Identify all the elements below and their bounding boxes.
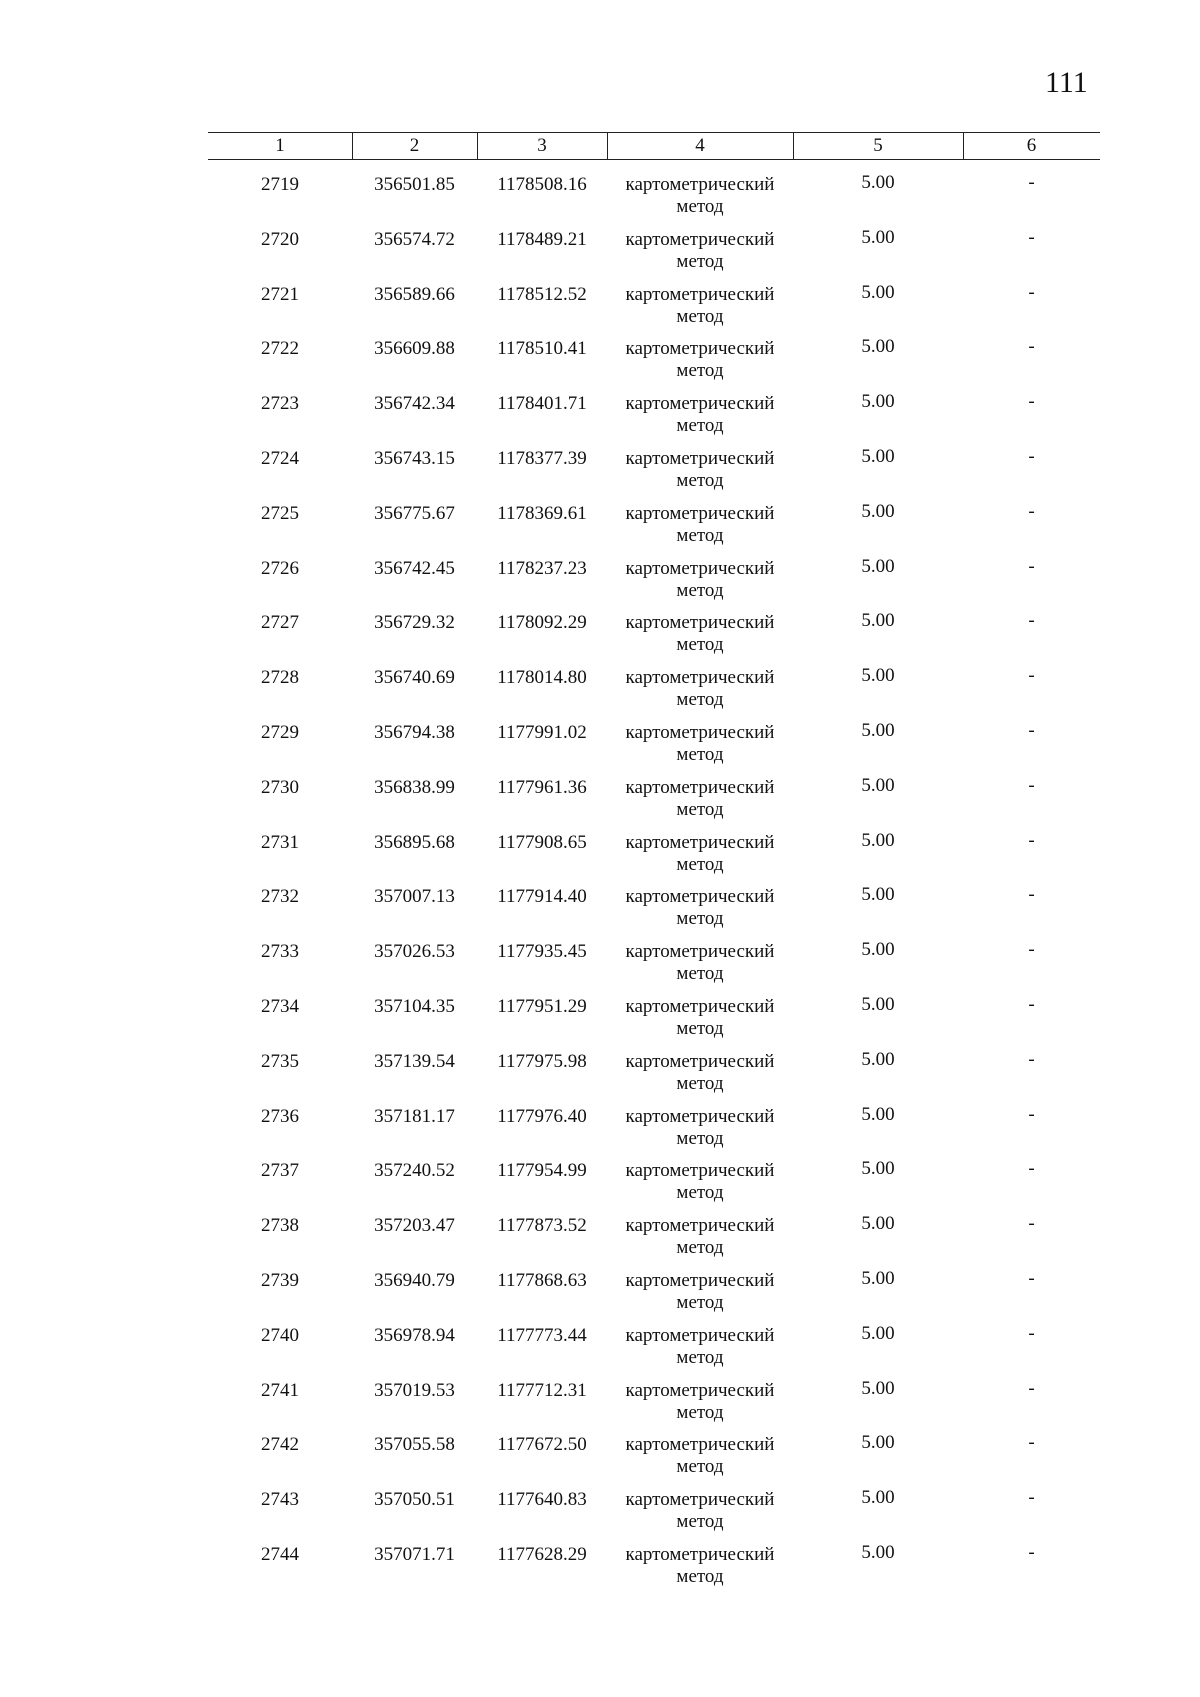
method-cell: картометрический метод <box>625 502 775 546</box>
table-row <box>208 763 1100 818</box>
error-value-cell: 5.00 <box>861 1432 895 1454</box>
table-row <box>208 982 1100 1037</box>
error-value-cell: 5.00 <box>861 226 895 248</box>
point-number-cell: 2727 <box>261 612 299 634</box>
note-cell: - <box>1028 1432 1035 1454</box>
y-coordinate-cell: 1178489.21 <box>497 228 587 250</box>
error-value-cell: 5.00 <box>861 1048 895 1070</box>
error-value-cell: 5.00 <box>861 555 895 577</box>
error-value-cell: 5.00 <box>861 665 895 687</box>
method-cell: картометрический метод <box>625 283 775 327</box>
y-coordinate-cell: 1177868.63 <box>497 1269 587 1291</box>
column-header: 1 <box>275 135 285 156</box>
method-cell: картометрический метод <box>625 941 775 985</box>
method-cell: картометрический метод <box>625 1324 775 1368</box>
y-coordinate-cell: 1177712.31 <box>497 1379 587 1401</box>
table-row <box>208 1037 1100 1092</box>
column-divider <box>477 133 478 159</box>
error-value-cell: 5.00 <box>861 884 895 906</box>
y-coordinate-cell: 1177951.29 <box>497 995 587 1017</box>
error-value-cell: 5.00 <box>861 172 895 193</box>
x-coordinate-cell: 357050.51 <box>374 1489 455 1511</box>
y-coordinate-cell: 1177640.83 <box>497 1489 587 1511</box>
x-coordinate-cell: 357007.13 <box>374 886 455 908</box>
y-coordinate-cell: 1177914.40 <box>497 886 587 908</box>
table-row <box>208 434 1100 489</box>
y-coordinate-cell: 1177976.40 <box>497 1105 587 1127</box>
note-cell: - <box>1028 719 1035 741</box>
x-coordinate-cell: 357240.52 <box>374 1160 455 1182</box>
x-coordinate-cell: 357026.53 <box>374 941 455 963</box>
note-cell: - <box>1028 281 1035 303</box>
table-row <box>208 1311 1100 1366</box>
method-cell: картометрический метод <box>625 1434 775 1478</box>
method-cell: картометрический метод <box>625 1489 775 1533</box>
point-number-cell: 2722 <box>261 338 299 360</box>
y-coordinate-cell: 1177954.99 <box>497 1160 587 1182</box>
x-coordinate-cell: 356501.85 <box>374 174 455 195</box>
method-cell: картометрический метод <box>625 667 775 711</box>
x-coordinate-cell: 357139.54 <box>374 1050 455 1072</box>
note-cell: - <box>1028 172 1035 193</box>
error-value-cell: 5.00 <box>861 1541 895 1563</box>
error-value-cell: 5.00 <box>861 281 895 303</box>
table-row <box>208 215 1100 270</box>
note-cell: - <box>1028 829 1035 851</box>
method-cell: картометрический метод <box>625 228 775 272</box>
point-number-cell: 2730 <box>261 776 299 798</box>
point-number-cell: 2734 <box>261 995 299 1017</box>
point-number-cell: 2744 <box>261 1543 299 1565</box>
point-number-cell: 2721 <box>261 283 299 305</box>
note-cell: - <box>1028 993 1035 1015</box>
note-cell: - <box>1028 774 1035 796</box>
error-value-cell: 5.00 <box>861 829 895 851</box>
method-cell: картометрический метод <box>625 1215 775 1259</box>
table-row <box>208 1256 1100 1311</box>
table-row <box>208 544 1100 599</box>
column-header: 4 <box>695 135 705 156</box>
table-row <box>208 489 1100 544</box>
point-number-cell: 2733 <box>261 941 299 963</box>
note-cell: - <box>1028 1487 1035 1509</box>
table-row <box>208 708 1100 763</box>
note-cell: - <box>1028 500 1035 522</box>
method-cell: картометрический метод <box>625 393 775 437</box>
note-cell: - <box>1028 939 1035 961</box>
point-number-cell: 2742 <box>261 1434 299 1456</box>
point-number-cell: 2728 <box>261 667 299 689</box>
y-coordinate-cell: 1177908.65 <box>497 831 587 853</box>
method-cell: картометрический метод <box>625 1160 775 1204</box>
point-number-cell: 2724 <box>261 447 299 469</box>
point-number-cell: 2723 <box>261 393 299 415</box>
table-row <box>208 818 1100 873</box>
point-number-cell: 2726 <box>261 557 299 579</box>
y-coordinate-cell: 1178508.16 <box>497 174 587 195</box>
method-cell: картометрический метод <box>625 1050 775 1094</box>
error-value-cell: 5.00 <box>861 1158 895 1180</box>
error-value-cell: 5.00 <box>861 336 895 358</box>
note-cell: - <box>1028 665 1035 687</box>
note-cell: - <box>1028 1322 1035 1344</box>
note-cell: - <box>1028 226 1035 248</box>
x-coordinate-cell: 356940.79 <box>374 1269 455 1291</box>
method-cell: картометрический метод <box>625 995 775 1039</box>
point-number-cell: 2741 <box>261 1379 299 1401</box>
x-coordinate-cell: 357181.17 <box>374 1105 455 1127</box>
table-row <box>208 927 1100 985</box>
table-row <box>208 270 1100 325</box>
y-coordinate-cell: 1178092.29 <box>497 612 587 634</box>
error-value-cell: 5.00 <box>861 719 895 741</box>
table-row <box>208 1146 1100 1204</box>
note-cell: - <box>1028 445 1035 467</box>
x-coordinate-cell: 356775.67 <box>374 502 455 524</box>
table-row <box>208 598 1100 656</box>
y-coordinate-cell: 1178512.52 <box>497 283 587 305</box>
table-row <box>208 324 1100 382</box>
note-cell: - <box>1028 1377 1035 1399</box>
x-coordinate-cell: 356743.15 <box>374 447 455 469</box>
table-row <box>208 379 1100 437</box>
point-number-cell: 2739 <box>261 1269 299 1291</box>
y-coordinate-cell: 1178237.23 <box>497 557 587 579</box>
method-cell: картометрический метод <box>625 338 775 382</box>
note-cell: - <box>1028 884 1035 906</box>
note-cell: - <box>1028 555 1035 577</box>
point-number-cell: 2738 <box>261 1215 299 1237</box>
point-number-cell: 2729 <box>261 721 299 743</box>
method-cell: картометрический метод <box>625 1379 775 1423</box>
error-value-cell: 5.00 <box>861 391 895 413</box>
point-number-cell: 2735 <box>261 1050 299 1072</box>
column-divider <box>352 133 353 159</box>
x-coordinate-cell: 356978.94 <box>374 1324 455 1346</box>
column-divider <box>793 133 794 159</box>
method-cell: картометрический метод <box>625 174 775 217</box>
column-header: 5 <box>873 135 883 156</box>
x-coordinate-cell: 356794.38 <box>374 721 455 743</box>
y-coordinate-cell: 1177975.98 <box>497 1050 587 1072</box>
y-coordinate-cell: 1178401.71 <box>497 393 587 415</box>
error-value-cell: 5.00 <box>861 1377 895 1399</box>
x-coordinate-cell: 357104.35 <box>374 995 455 1017</box>
x-coordinate-cell: 356740.69 <box>374 667 455 689</box>
point-number-cell: 2731 <box>261 831 299 853</box>
x-coordinate-cell: 357203.47 <box>374 1215 455 1237</box>
x-coordinate-cell: 356729.32 <box>374 612 455 634</box>
table-row <box>208 160 1100 215</box>
table-row <box>208 653 1100 711</box>
method-cell: картометрический метод <box>625 612 775 656</box>
method-cell: картометрический метод <box>625 1105 775 1149</box>
column-header: 6 <box>1026 135 1037 156</box>
y-coordinate-cell: 1178377.39 <box>497 447 587 469</box>
table-row <box>208 1530 1100 1585</box>
method-cell: картометрический метод <box>625 721 775 765</box>
error-value-cell: 5.00 <box>861 610 895 632</box>
coordinates-table <box>208 132 1100 1585</box>
error-value-cell: 5.00 <box>861 1213 895 1235</box>
x-coordinate-cell: 356574.72 <box>374 228 455 250</box>
table-row <box>208 1366 1100 1421</box>
note-cell: - <box>1028 1267 1035 1289</box>
x-coordinate-cell: 357055.58 <box>374 1434 455 1456</box>
note-cell: - <box>1028 610 1035 632</box>
y-coordinate-cell: 1177628.29 <box>497 1543 587 1565</box>
note-cell: - <box>1028 336 1035 358</box>
x-coordinate-cell: 356742.45 <box>374 557 455 579</box>
method-cell: картометрический метод <box>625 831 775 875</box>
column-divider <box>607 133 608 159</box>
point-number-cell: 2736 <box>261 1105 299 1127</box>
page-number: 111 <box>1045 66 1088 99</box>
table-header <box>208 132 1100 160</box>
error-value-cell: 5.00 <box>861 445 895 467</box>
point-number-cell: 2743 <box>261 1489 299 1511</box>
method-cell: картометрический метод <box>625 1269 775 1313</box>
table-body <box>208 160 1100 1585</box>
y-coordinate-cell: 1177773.44 <box>497 1324 587 1346</box>
method-cell: картометрический метод <box>625 886 775 930</box>
y-coordinate-cell: 1178014.80 <box>497 667 587 689</box>
method-cell: картометрический метод <box>625 1543 775 1587</box>
table-row <box>208 1420 1100 1478</box>
x-coordinate-cell: 356895.68 <box>374 831 455 853</box>
x-coordinate-cell: 356742.34 <box>374 393 455 415</box>
point-number-cell: 2732 <box>261 886 299 908</box>
x-coordinate-cell: 356838.99 <box>374 776 455 798</box>
column-header: 2 <box>409 135 420 156</box>
point-number-cell: 2740 <box>261 1324 299 1346</box>
y-coordinate-cell: 1177935.45 <box>497 941 587 963</box>
y-coordinate-cell: 1178510.41 <box>497 338 587 360</box>
table-row <box>208 872 1100 930</box>
x-coordinate-cell: 357019.53 <box>374 1379 455 1401</box>
error-value-cell: 5.00 <box>861 1322 895 1344</box>
table-row <box>208 1201 1100 1259</box>
point-number-cell: 2720 <box>261 228 299 250</box>
y-coordinate-cell: 1178369.61 <box>497 502 587 524</box>
point-number-cell: 2737 <box>261 1160 299 1182</box>
method-cell: картометрический метод <box>625 557 775 601</box>
note-cell: - <box>1028 1158 1035 1180</box>
note-cell: - <box>1028 1213 1035 1235</box>
note-cell: - <box>1028 1048 1035 1070</box>
error-value-cell: 5.00 <box>861 1103 895 1125</box>
error-value-cell: 5.00 <box>861 993 895 1015</box>
error-value-cell: 5.00 <box>861 774 895 796</box>
x-coordinate-cell: 357071.71 <box>374 1543 455 1565</box>
note-cell: - <box>1028 391 1035 413</box>
method-cell: картометрический метод <box>625 447 775 491</box>
error-value-cell: 5.00 <box>861 1487 895 1509</box>
note-cell: - <box>1028 1541 1035 1563</box>
x-coordinate-cell: 356609.88 <box>374 338 455 360</box>
point-number-cell: 2719 <box>261 174 299 195</box>
table-row <box>208 1092 1100 1147</box>
y-coordinate-cell: 1177873.52 <box>497 1215 587 1237</box>
table-row <box>208 1475 1100 1533</box>
error-value-cell: 5.00 <box>861 1267 895 1289</box>
x-coordinate-cell: 356589.66 <box>374 283 455 305</box>
y-coordinate-cell: 1177991.02 <box>497 721 587 743</box>
column-divider <box>963 133 964 159</box>
y-coordinate-cell: 1177961.36 <box>497 776 587 798</box>
y-coordinate-cell: 1177672.50 <box>497 1434 587 1456</box>
note-cell: - <box>1028 1103 1035 1125</box>
column-header: 3 <box>537 135 547 156</box>
error-value-cell: 5.00 <box>861 939 895 961</box>
point-number-cell: 2725 <box>261 502 299 524</box>
method-cell: картометрический метод <box>625 776 775 820</box>
error-value-cell: 5.00 <box>861 500 895 522</box>
